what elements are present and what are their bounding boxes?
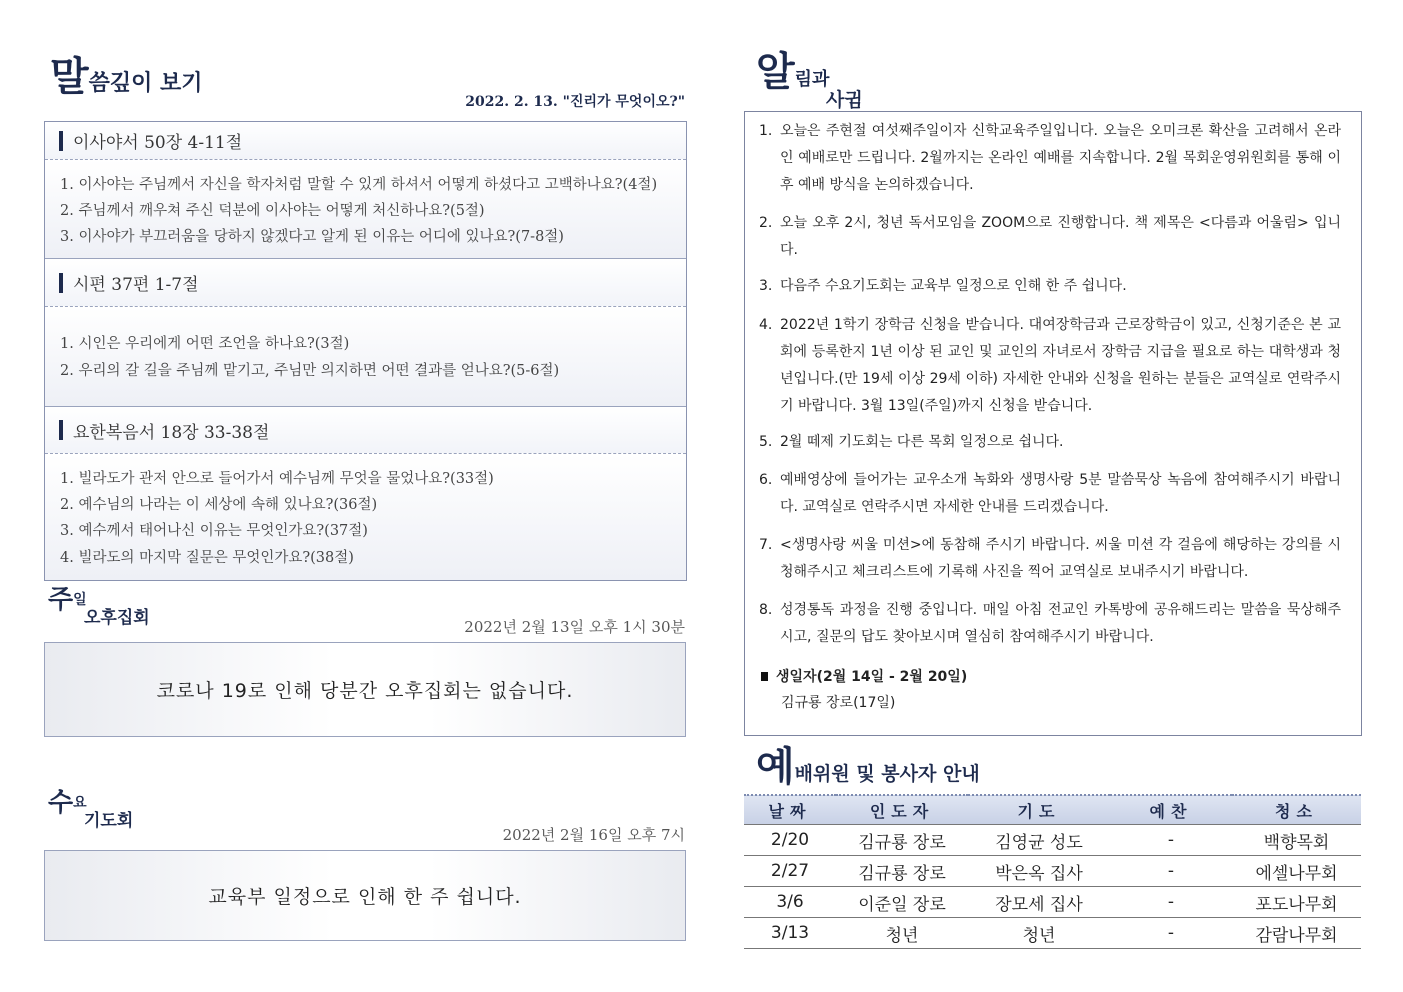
heading-bar: [59, 420, 63, 440]
notice-text: 예배영상에 들어가는 교우소개 녹화와 생명사랑 5분 말씀묵상 녹음에 참여해주시기 바랍니다. 교역실로 연락주시면 자세한 안내를 드리겠습니다.: [780, 472, 1341, 515]
cell-praise: -: [1110, 918, 1232, 949]
notice-item: [759, 532, 1341, 586]
wednesday-title-initial: 수: [48, 788, 74, 818]
duty-table-header: [744, 795, 1361, 825]
heading-bar: [59, 273, 63, 293]
duty-title-rest: 배위원 및 봉사자 안내: [794, 763, 980, 785]
word-study-title: [50, 53, 203, 100]
column-header-praise: 예찬: [1110, 795, 1232, 825]
sunday-title-rest: 오후집회: [84, 608, 150, 628]
square-bullet-icon: [761, 672, 768, 681]
birthday-heading-text: 생일자(2월 14일 - 2월 20일): [776, 669, 968, 685]
passage-heading-text: 시편 37편 1-7절: [73, 275, 199, 295]
cell-leader: 이준일 장로: [836, 887, 968, 918]
cell-praise: -: [1110, 825, 1232, 856]
notice-number: 3.: [759, 278, 773, 294]
sunday-message-box: [44, 642, 686, 737]
question-item: 4. 빌라도의 마지막 질문은 무엇인가요?(38절): [60, 550, 354, 566]
notices-title-small: 림과: [794, 69, 830, 90]
passage-heading: [45, 122, 686, 160]
cell-date: 3/6: [744, 887, 836, 918]
notice-text: 다음주 수요기도회는 교육부 일정으로 인해 한 주 쉽니다.: [780, 278, 1127, 294]
wednesday-message-box: [44, 850, 686, 941]
sunday-message: 코로나 19로 인해 당분간 오후집회는 없습니다.: [156, 680, 574, 702]
question-list: [45, 454, 686, 580]
question-list: [45, 307, 686, 407]
notice-item: [759, 210, 1341, 264]
wednesday-title-small: 요: [73, 795, 87, 811]
cell-cleaning: 포도나무회: [1232, 887, 1361, 918]
column-header-leader: 인도자: [836, 795, 968, 825]
duty-title: [756, 743, 980, 790]
sunday-title: [48, 585, 87, 615]
table-row: [744, 887, 1361, 918]
question-item: 1. 시인은 우리에게 어떤 조언을 하나요?(3절): [60, 336, 350, 352]
question-item: 2. 우리의 갈 길을 주님께 맡기고, 주님만 의지하면 어떤 결과를 얻나요?(5-6절): [60, 363, 560, 379]
cell-prayer: 청년: [968, 918, 1110, 949]
birthday-names: 김규룡 장로(17일): [781, 695, 896, 711]
notice-number: 2.: [759, 215, 773, 231]
sunday-title-initial: 주: [48, 585, 74, 615]
notice-item: [759, 467, 1341, 521]
notice-number: 7.: [759, 537, 773, 553]
cell-date: 2/20: [744, 825, 836, 856]
birthday-heading: [761, 666, 967, 686]
cell-prayer: 박은옥 집사: [968, 856, 1110, 887]
cell-date: 3/13: [744, 918, 836, 949]
notice-item: [759, 312, 1341, 420]
notice-item: [759, 429, 1341, 456]
wednesday-title-rest: 기도회: [84, 811, 134, 831]
column-header-cleaning: 청소: [1232, 795, 1361, 825]
cell-cleaning: 에셀나무회: [1232, 856, 1361, 887]
question-item: 1. 이사야는 주님께서 자신을 학자처럼 말할 수 있게 하셔서 어떻게 하셨다고 고백하나요?(4절): [60, 177, 658, 193]
table-row: [744, 825, 1361, 856]
notice-number: 4.: [759, 317, 773, 333]
notice-item: [759, 597, 1341, 651]
notice-text: 오늘 오후 2시, 청년 독서모임을 ZOOM으로 진행합니다. 책 제목은 <다름과 어울림> 입니다.: [780, 215, 1341, 258]
question-item: 2. 주님께서 깨우쳐 주신 덕분에 이사야는 어떻게 처신하나요?(5절): [60, 203, 485, 219]
word-study-date-title: 2022. 2. 13. "진리가 무엇이오?": [465, 94, 685, 110]
question-list: [45, 160, 686, 259]
notice-text: <생명사랑 씨울 미션>에 동참해 주시기 바랍니다. 씨울 미션 각 걸음에 해당하는 강의를 시청해주시고 체크리스트에 기록해 사진을 찍어 교역실로 보내주시기 바랍니다.: [780, 537, 1341, 580]
notices-box: [744, 111, 1362, 736]
notices-title-rest: 사귐: [826, 89, 863, 111]
cell-leader: 김규룡 장로: [836, 856, 968, 887]
notice-text: 오늘은 주현절 여섯째주일이자 신학교육주일입니다. 오늘은 오미크론 확산을 고려해서 온라인 예배로만 드립니다. 2월까지는 온라인 예배를 지속합니다. 2월 목회운영위원회를 통해 이후 예배 방식을 논의하겠습니다.: [780, 123, 1341, 193]
cell-prayer: 장모세 집사: [968, 887, 1110, 918]
word-study-title-initial: 말: [50, 53, 89, 100]
word-study-title-rest: 씀깊이 보기: [88, 70, 203, 96]
column-header-date: 날짜: [744, 795, 836, 825]
notice-item: [759, 273, 1341, 300]
passage-heading-text: 요한복음서 18장 33-38절: [73, 422, 270, 443]
notice-number: 5.: [759, 434, 773, 450]
word-study-box: [44, 121, 687, 581]
cell-prayer: 김영균 성도: [968, 825, 1110, 856]
wednesday-message: 교육부 일정으로 인해 한 주 쉽니다.: [208, 886, 522, 908]
cell-cleaning: 감람나무회: [1232, 918, 1361, 949]
cell-date: 2/27: [744, 856, 836, 887]
notice-item: [759, 118, 1341, 199]
notice-text: 2월 떼제 기도회는 다른 목회 일정으로 쉽니다.: [780, 434, 1064, 450]
notice-number: 6.: [759, 472, 773, 488]
notices-title-initial: 알: [756, 48, 795, 95]
table-row: [744, 856, 1361, 887]
notice-number: 8.: [759, 602, 773, 618]
notice-number: 1.: [759, 123, 773, 139]
cell-praise: -: [1110, 887, 1232, 918]
notice-text: 2022년 1학기 장학금 신청을 받습니다. 대여장학금과 근로장학금이 있고, 신청기준은 본 교회에 등록한지 1년 이상 된 교인 및 교인의 자녀로서 장학금 지급을 필요로 하는 대학생과 청년입니다.(만 19세 이상 29세 이하) 자세한 안내와 신청을 원하는 분들은 교역실로 연락주시기 바랍니다. 3월 13일(주일)까지 신청을 받습니다.: [780, 317, 1341, 414]
cell-praise: -: [1110, 856, 1232, 887]
table-row: [744, 918, 1361, 949]
question-item: 2. 예수님의 나라는 이 세상에 속해 있나요?(36절): [60, 497, 378, 513]
duty-title-initial: 예: [756, 743, 795, 790]
cell-cleaning: 백향목회: [1232, 825, 1361, 856]
sunday-title-small: 일: [73, 592, 87, 608]
column-header-prayer: 기도: [968, 795, 1110, 825]
question-item: 3. 이사야가 부끄러움을 당하지 않겠다고 알게 된 이유는 어디에 있나요?(7-8절): [60, 229, 564, 245]
heading-bar: [59, 131, 63, 151]
question-item: 1. 빌라도가 관저 안으로 들어가서 예수님께 무엇을 물었나요?(33절): [60, 471, 494, 487]
question-item: 3. 예수께서 태어나신 이유는 무엇인가요?(37절): [60, 523, 368, 539]
wednesday-title: [48, 788, 87, 818]
passage-heading-text: 이사야서 50장 4-11절: [73, 133, 243, 153]
passage-heading: [45, 407, 686, 454]
sunday-date: 2022년 2월 13일 오후 1시 30분: [464, 618, 685, 636]
cell-leader: 청년: [836, 918, 968, 949]
cell-leader: 김규룡 장로: [836, 825, 968, 856]
notices-title: [756, 48, 830, 95]
duty-table: [744, 794, 1361, 949]
wednesday-date: 2022년 2월 16일 오후 7시: [502, 826, 685, 844]
notice-text: 성경통독 과정을 진행 중입니다. 매일 아침 전교인 카톡방에 공유해드리는 말씀을 묵상해주시고, 질문의 답도 찾아보시며 열심히 참여해주시기 바랍니다.: [780, 602, 1341, 645]
passage-heading: [45, 259, 686, 307]
